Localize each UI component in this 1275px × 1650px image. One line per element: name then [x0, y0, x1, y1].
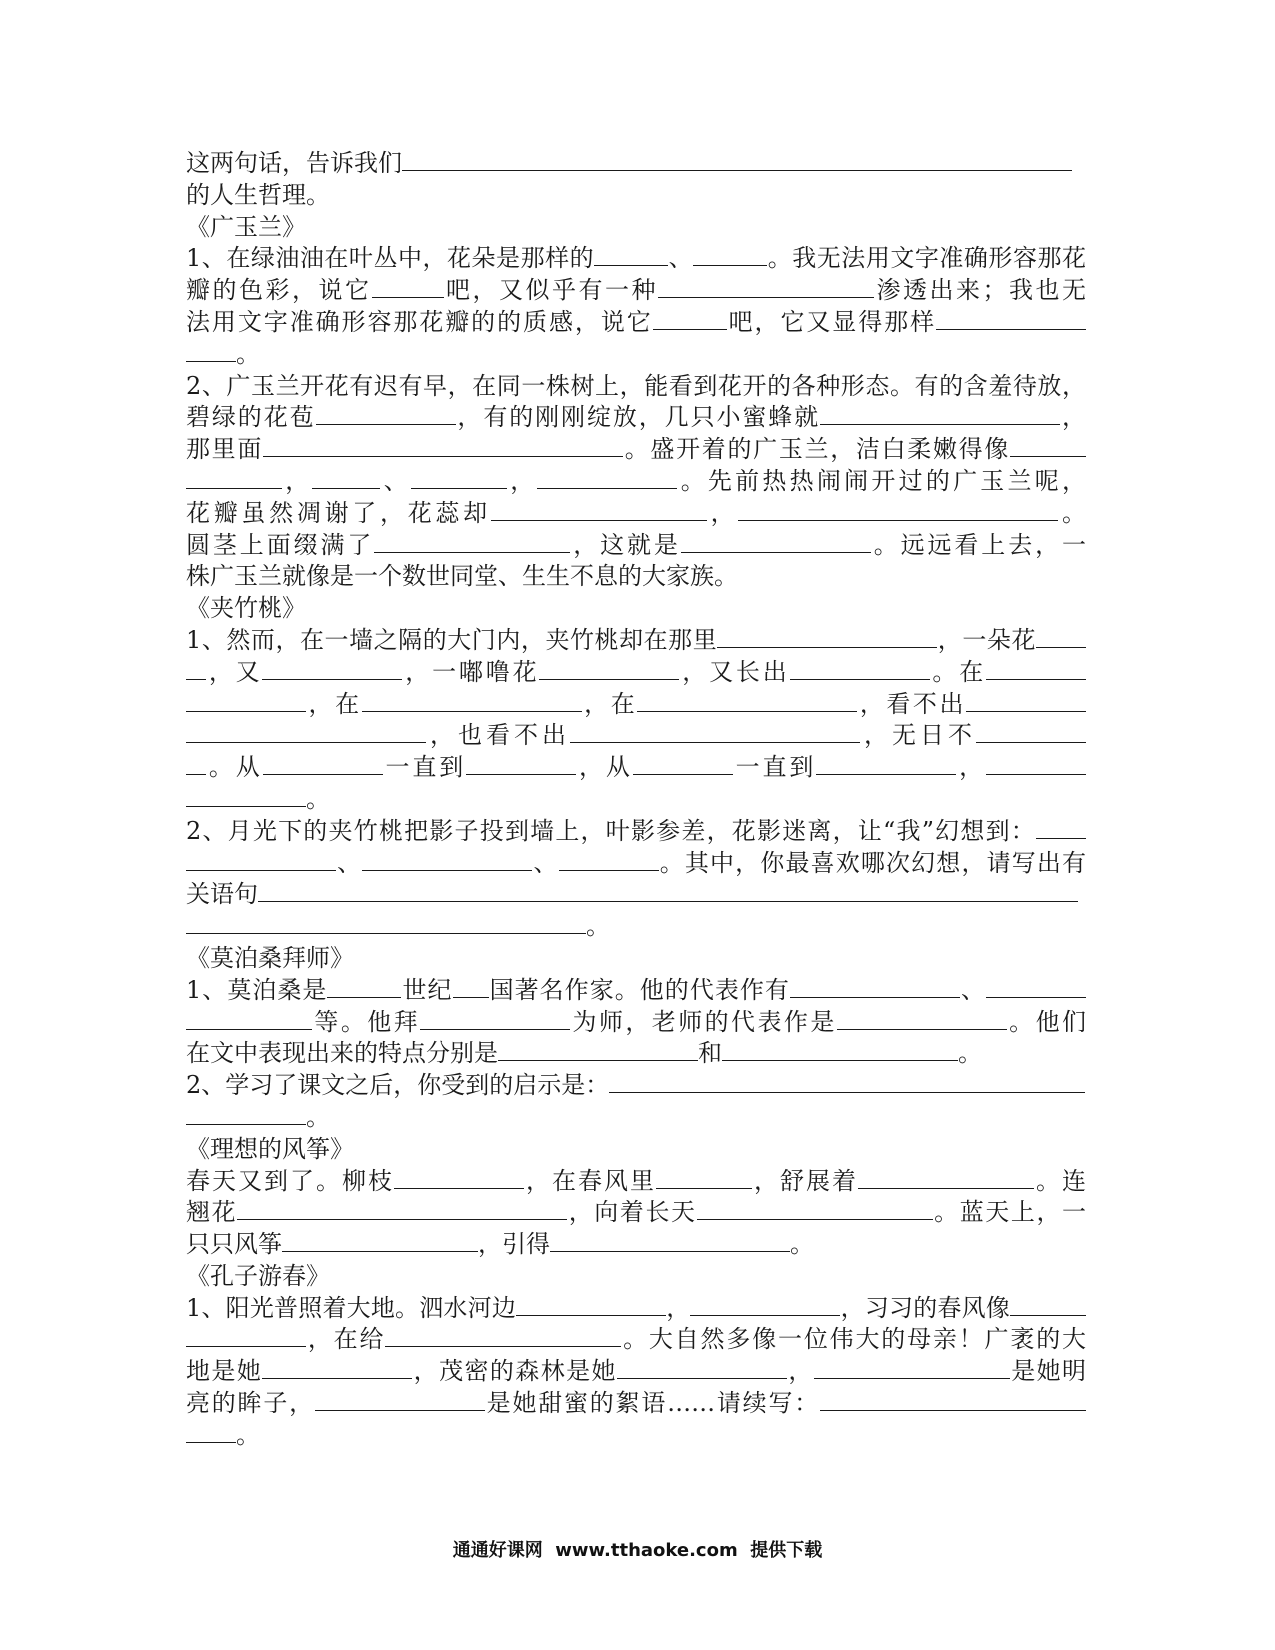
text-line: [186, 1038, 1086, 1070]
text-line: [186, 593, 1086, 625]
text-segment: 翘花: [186, 1198, 238, 1227]
text-line: [186, 530, 1086, 562]
text-segment: 关语句: [186, 880, 258, 909]
text-segment: 《广玉兰》: [186, 212, 306, 241]
text-segment: 1、在绿油油在叶丛中，花朵是那样的: [186, 244, 595, 273]
fill-in-blank[interactable]: [453, 975, 489, 998]
text-segment: 吧，它又显得那样: [726, 307, 937, 336]
fill-in-blank[interactable]: [420, 1007, 570, 1030]
fill-in-blank[interactable]: [790, 975, 960, 998]
text-segment: 在文中表现出来的特点分别是: [186, 1039, 498, 1068]
text-line: [186, 975, 1086, 1007]
text-segment: 。: [958, 1039, 982, 1068]
text-line: [186, 1197, 1086, 1229]
text-line: [186, 148, 1086, 180]
fill-in-blank[interactable]: [186, 339, 236, 362]
text-segment: 2、月光下的夹竹桃把影子投到墙上，叶影参差，花影迷离，让“我”幻想到：: [186, 816, 1036, 845]
fill-in-blank[interactable]: [986, 975, 1086, 998]
text-segment: 、: [532, 848, 559, 877]
fill-in-blank[interactable]: [738, 498, 1058, 521]
text-segment: ，在春风里: [524, 1166, 656, 1195]
fill-in-blank[interactable]: [697, 1197, 933, 1220]
text-segment: 那里面: [186, 435, 264, 464]
text-segment: ，看不出: [857, 689, 967, 718]
fill-in-blank[interactable]: [327, 975, 401, 998]
text-line: [186, 911, 1086, 943]
fill-in-blank[interactable]: [312, 466, 380, 489]
text-segment: 、: [959, 975, 986, 1004]
fill-in-blank[interactable]: [559, 848, 659, 871]
text-segment: ，又长出: [679, 657, 790, 686]
text-segment: 碧绿的花苞: [186, 403, 316, 432]
document-body: [186, 148, 1086, 1452]
text-segment: ，: [786, 1357, 814, 1386]
fill-in-blank[interactable]: [858, 1166, 1034, 1189]
text-line: [186, 1229, 1086, 1261]
text-line: [186, 371, 1086, 403]
fill-in-blank[interactable]: [814, 1356, 1010, 1379]
text-segment: ，: [1060, 403, 1086, 432]
text-line: [186, 816, 1086, 848]
text-line: [186, 434, 1086, 466]
text-segment: 是她明: [1009, 1357, 1086, 1386]
text-line: [186, 657, 1086, 689]
text-line: [186, 689, 1086, 721]
text-segment: ，茂密的森林是她: [412, 1357, 617, 1386]
text-segment: ，从: [576, 753, 633, 782]
fill-in-blank[interactable]: [550, 1229, 790, 1252]
text-segment: 圆茎上面缀满了: [186, 530, 375, 559]
text-segment: 。: [236, 1420, 260, 1449]
text-line: [186, 943, 1086, 975]
fill-in-blank[interactable]: [681, 530, 871, 553]
fill-in-blank[interactable]: [966, 689, 1086, 712]
fill-in-blank[interactable]: [690, 1293, 840, 1316]
text-segment: 为师，老师的代表作是: [570, 1007, 837, 1036]
text-segment: 亮的眸子，: [186, 1389, 315, 1418]
text-segment: ，引得: [478, 1230, 550, 1259]
text-line: [186, 720, 1086, 752]
fill-in-blank[interactable]: [186, 911, 586, 934]
text-segment: 、: [668, 244, 694, 273]
text-segment: 株广玉兰就像是一个数世同堂、生生不息的大家族。: [186, 562, 738, 591]
text-segment: ，又: [206, 657, 263, 686]
text-segment: 。: [236, 339, 260, 368]
fill-in-blank[interactable]: [537, 466, 677, 489]
fill-in-blank[interactable]: [820, 402, 1060, 425]
text-line: [186, 402, 1086, 434]
fill-in-blank[interactable]: [986, 657, 1086, 680]
fill-in-blank[interactable]: [186, 1007, 312, 1030]
fill-in-blank[interactable]: [637, 689, 857, 712]
fill-in-blank[interactable]: [263, 434, 623, 457]
text-line: [186, 1388, 1086, 1420]
fill-in-blank[interactable]: [609, 1070, 1085, 1093]
fill-in-blank[interactable]: [362, 848, 532, 871]
fill-in-blank[interactable]: [258, 879, 1078, 902]
text-line: [186, 1070, 1086, 1102]
text-line: [186, 275, 1086, 307]
text-segment: 瓣的色彩，说它: [186, 276, 372, 305]
text-segment: 。: [306, 784, 330, 813]
text-segment: 等。他拜: [312, 1007, 421, 1036]
text-line: [186, 1324, 1086, 1356]
fill-in-blank[interactable]: [186, 784, 306, 807]
text-segment: ，: [666, 1293, 691, 1322]
text-segment: ，这就是: [570, 530, 681, 559]
text-segment: 。远远看上去，一: [870, 530, 1086, 559]
text-segment: ，在给: [306, 1325, 386, 1354]
text-line: [186, 1007, 1086, 1039]
fill-in-blank[interactable]: [374, 530, 570, 553]
text-line: [186, 339, 1086, 371]
fill-in-blank[interactable]: [820, 1388, 1086, 1411]
text-line: [186, 243, 1086, 275]
text-line: [186, 307, 1086, 339]
fill-in-blank[interactable]: [1036, 625, 1086, 648]
text-segment: 。: [586, 912, 610, 941]
fill-in-blank[interactable]: [186, 752, 206, 775]
fill-in-blank[interactable]: [570, 720, 860, 743]
text-line: [186, 498, 1086, 530]
fill-in-blank[interactable]: [411, 466, 507, 489]
text-line: [186, 752, 1086, 784]
text-segment: 。我无法用文字准确形容那花: [767, 244, 1086, 273]
fill-in-blank[interactable]: [186, 657, 206, 680]
fill-in-blank[interactable]: [186, 720, 426, 743]
text-line: [186, 625, 1086, 657]
text-line: [186, 879, 1086, 911]
fill-in-blank[interactable]: [516, 1293, 666, 1316]
text-segment: 世纪: [401, 975, 453, 1004]
fill-in-blank[interactable]: [722, 1038, 958, 1061]
fill-in-blank[interactable]: [491, 498, 707, 521]
text-segment: 《夹竹桃》: [186, 594, 306, 623]
text-segment: 吧，又似乎有一种: [443, 276, 658, 305]
text-segment: ，有的刚刚绽放，几只小蜜蜂就: [455, 403, 821, 432]
fill-in-blank[interactable]: [617, 1356, 787, 1379]
text-segment: ，一朵花: [937, 625, 1036, 654]
text-line: [186, 1166, 1086, 1198]
text-segment: 。在: [929, 657, 987, 686]
text-segment: 国著名作家。他的代表作有: [488, 975, 790, 1004]
fill-in-blank[interactable]: [316, 402, 456, 425]
text-segment: 。: [790, 1230, 814, 1259]
fill-in-blank[interactable]: [402, 148, 1072, 171]
text-line: [186, 466, 1086, 498]
fill-in-blank[interactable]: [498, 1038, 698, 1061]
text-segment: ，一嘟噜花: [402, 657, 540, 686]
fill-in-blank[interactable]: [372, 275, 444, 298]
fill-in-blank[interactable]: [653, 307, 727, 330]
text-line: [186, 180, 1086, 212]
text-line: [186, 1293, 1086, 1325]
text-segment: 。从: [206, 753, 263, 782]
fill-in-blank[interactable]: [693, 243, 767, 266]
fill-in-blank[interactable]: [790, 657, 930, 680]
fill-in-blank[interactable]: [816, 752, 956, 775]
fill-in-blank[interactable]: [186, 1102, 306, 1125]
fill-in-blank[interactable]: [936, 307, 1086, 330]
text-segment: 1、莫泊桑是: [186, 975, 328, 1004]
fill-in-blank[interactable]: [263, 752, 383, 775]
fill-in-blank[interactable]: [282, 1229, 478, 1252]
text-segment: 。大自然多像一位伟大的母亲！广袤的大: [621, 1325, 1086, 1354]
fill-in-blank[interactable]: [186, 1420, 236, 1443]
fill-in-blank[interactable]: [976, 720, 1086, 743]
text-segment: 《理想的风筝》: [186, 1134, 354, 1163]
fill-in-blank[interactable]: [315, 1388, 485, 1411]
text-segment: 2、学习了课文之后，你受到的启示是：: [186, 1071, 610, 1100]
fill-in-blank[interactable]: [1010, 1293, 1086, 1316]
text-segment: 一直到: [382, 753, 467, 782]
text-segment: 《莫泊桑拜师》: [186, 943, 354, 972]
fill-in-blank[interactable]: [633, 752, 733, 775]
text-segment: 渗透出来；我也无: [874, 276, 1086, 305]
text-segment: 《孔子游春》: [186, 1261, 330, 1290]
text-segment: ，: [956, 753, 986, 782]
text-segment: ，在: [581, 689, 638, 718]
fill-in-blank[interactable]: [1036, 816, 1086, 839]
text-line: [186, 784, 1086, 816]
text-segment: 2、广玉兰开花有迟有早，在同一株树上，能看到花开的各种形态。有的含羞待放，: [186, 371, 1086, 400]
text-segment: 法用文字准确形容那花瓣的的质感，说它: [186, 307, 653, 336]
text-segment: 。: [1058, 498, 1086, 527]
text-segment: 这两句话，告诉我们: [186, 149, 402, 177]
text-line: [186, 848, 1086, 880]
text-segment: 是她甜蜜的絮语……请续写：: [484, 1389, 821, 1418]
fill-in-blank[interactable]: [466, 752, 576, 775]
page-footer: 通通好课网 www.tthaoke.com 提供下载: [452, 1540, 823, 1561]
text-segment: 、: [380, 466, 411, 495]
text-segment: 。: [306, 1102, 330, 1131]
text-line: [186, 212, 1086, 244]
text-line: [186, 561, 1086, 593]
text-segment: ，舒展着: [752, 1166, 858, 1195]
text-segment: ，: [506, 466, 538, 495]
text-segment: 。蓝天上，一: [932, 1198, 1086, 1227]
text-segment: ，: [282, 466, 313, 495]
text-segment: 。其中，你最喜欢哪次幻想，请写出有: [658, 848, 1086, 877]
fill-in-blank[interactable]: [658, 275, 874, 298]
text-segment: 和: [698, 1039, 722, 1068]
text-line: [186, 1134, 1086, 1166]
fill-in-blank[interactable]: [594, 243, 668, 266]
text-segment: 。他们: [1006, 1007, 1086, 1036]
fill-in-blank[interactable]: [262, 1356, 412, 1379]
fill-in-blank[interactable]: [717, 625, 937, 648]
fill-in-blank[interactable]: [986, 752, 1086, 775]
text-segment: 花瓣虽然凋谢了，花蕊却: [186, 498, 491, 527]
text-segment: ，: [706, 498, 739, 527]
text-segment: 只只风筝: [186, 1230, 282, 1259]
text-segment: 1、阳光普照着大地。泗水河边: [186, 1293, 517, 1322]
text-line: [186, 1356, 1086, 1388]
fill-in-blank[interactable]: [539, 657, 679, 680]
text-segment: 。先前热热闹闹开过的广玉兰呢，: [677, 466, 1086, 495]
fill-in-blank[interactable]: [237, 1197, 567, 1220]
fill-in-blank[interactable]: [1010, 434, 1086, 457]
text-segment: 、: [336, 848, 363, 877]
fill-in-blank[interactable]: [186, 466, 282, 489]
fill-in-blank[interactable]: [385, 1324, 621, 1347]
text-segment: 。盛开着的广玉兰，洁白柔嫩得像: [623, 435, 1011, 464]
text-segment: ，也看不出: [426, 721, 570, 750]
text-segment: ，无日不: [860, 721, 976, 750]
text-line: [186, 1261, 1086, 1293]
fill-in-blank[interactable]: [186, 848, 336, 871]
fill-in-blank[interactable]: [837, 1007, 1007, 1030]
text-segment: ，在: [306, 689, 362, 718]
text-segment: ，习习的春风像: [840, 1293, 1011, 1322]
fill-in-blank[interactable]: [186, 689, 306, 712]
fill-in-blank[interactable]: [656, 1166, 752, 1189]
fill-in-blank[interactable]: [394, 1166, 524, 1189]
text-segment: 。连: [1034, 1166, 1086, 1195]
text-segment: 地是她: [186, 1357, 263, 1386]
fill-in-blank[interactable]: [262, 657, 402, 680]
text-segment: ，向着长天: [567, 1198, 697, 1227]
text-segment: 春天又到了。柳枝: [186, 1166, 394, 1195]
text-segment: 一直到: [732, 753, 817, 782]
text-segment: 的人生哲理。: [186, 180, 330, 209]
text-line: [186, 1102, 1086, 1134]
text-line: [186, 1420, 1086, 1452]
fill-in-blank[interactable]: [186, 1324, 306, 1347]
fill-in-blank[interactable]: [362, 689, 582, 712]
text-segment: 1、然而，在一墙之隔的大门内，夹竹桃却在那里: [186, 625, 718, 654]
